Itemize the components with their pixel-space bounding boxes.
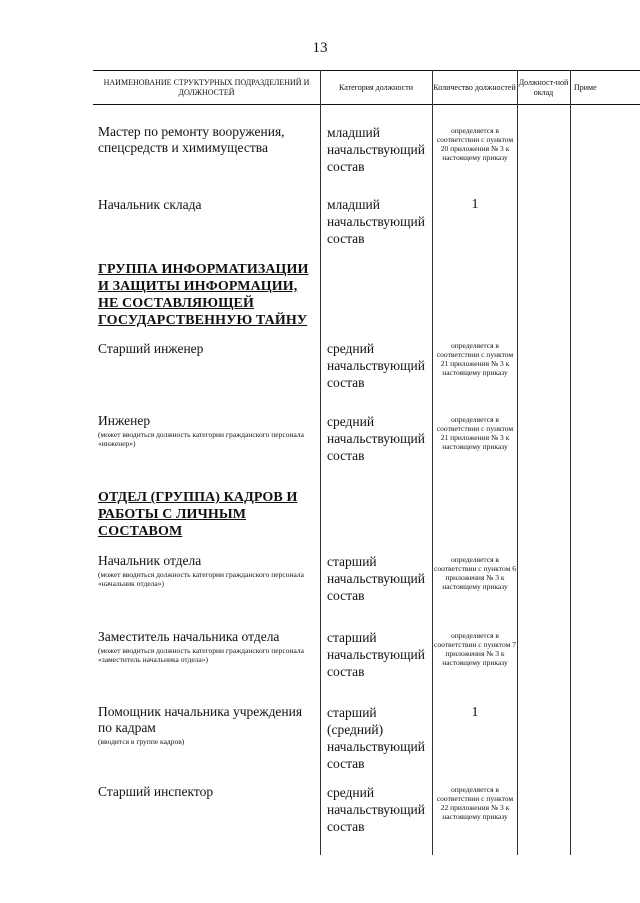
header-note-column: Приме bbox=[574, 83, 597, 92]
header-name-column: НАИМЕНОВАНИЕ СТРУКТУРНЫХ ПОДРАЗДЕЛЕНИЙ И ДОЛЖНОСТЕЙ bbox=[103, 78, 310, 97]
position-note: (может вводиться должность категории гражданского персонала «заместитель начальника отдела») bbox=[98, 646, 304, 664]
position-quantity: определяется в соответствии с пунктом 21 приложения № 3 к настоящему приказу bbox=[436, 415, 514, 451]
position-name: Заместитель начальника отдела (может вводиться должность категории гражданского персонала «заместитель начальника отдела») bbox=[98, 629, 316, 664]
section-title: ГРУППА ИНФОРМАТИЗАЦИИ И ЗАЩИТЫ ИНФОРМАЦИИ, НЕ СОСТАВЛЯЮЩЕЙ ГОСУДАРСТВЕННУЮ ТАЙНУ bbox=[98, 262, 309, 328]
position-quantity: 1 bbox=[471, 705, 479, 720]
position-quantity: определяется в соответствии с пунктом 21 приложения № 3 к настоящему приказу bbox=[436, 341, 514, 377]
position-name: Мастер по ремонту вооружения, спецсредств и химимущества bbox=[98, 124, 285, 155]
position-category: средний начальствующий состав bbox=[327, 414, 425, 463]
column-divider bbox=[517, 70, 518, 855]
column-divider bbox=[320, 70, 321, 855]
position-quantity: определяется в соответствии с пунктом 6 приложения № 3 к настоящему приказу bbox=[434, 555, 516, 591]
table-header-rule bbox=[93, 104, 640, 105]
header-category-column: Категория должности bbox=[339, 83, 413, 92]
position-category: старший начальствующий состав bbox=[327, 554, 425, 603]
position-quantity: 1 bbox=[471, 197, 479, 212]
position-name: Инженер (может вводиться должность категории гражданского персонала «инженер») bbox=[98, 413, 316, 448]
position-category: старший (средний) начальствующий состав bbox=[327, 705, 425, 771]
position-note: (может вводиться должность категории гражданского персонала «начальник отдела») bbox=[98, 570, 304, 588]
position-category: младший начальствующий состав bbox=[327, 125, 425, 174]
position-name: Старший инженер bbox=[98, 341, 204, 356]
position-name: Помощник начальника учреждения по кадрам (вводится в группе кадров) bbox=[98, 704, 316, 746]
page-number: 13 bbox=[312, 40, 328, 56]
header-salary-column: Должност-ной оклад bbox=[518, 78, 569, 97]
table-top-rule bbox=[93, 70, 640, 71]
position-note: (вводится в группе кадров) bbox=[98, 737, 185, 746]
position-category: средний начальствующий состав bbox=[327, 341, 425, 390]
position-name: Начальник склада bbox=[98, 197, 202, 212]
position-quantity: определяется в соответствии с пунктом 22 приложения № 3 к настоящему приказу bbox=[436, 785, 514, 821]
position-category: средний начальствующий состав bbox=[327, 785, 425, 834]
position-category: старший начальствующий состав bbox=[327, 630, 425, 679]
header-quantity-column: Количество должностей bbox=[433, 83, 516, 92]
position-category: младший начальствующий состав bbox=[327, 197, 425, 246]
position-name: Начальник отдела (может вводиться должность категории гражданского персонала «начальник отдела») bbox=[98, 553, 316, 588]
column-divider bbox=[432, 70, 433, 855]
position-name: Старший инспектор bbox=[98, 784, 214, 799]
position-quantity: определяется в соответствии с пунктом 7 приложения № 3 к настоящему приказу bbox=[434, 631, 516, 667]
position-quantity: определяется в соответствии с пунктом 20 приложения № 3 к настоящему приказу bbox=[436, 126, 514, 162]
column-divider bbox=[570, 70, 571, 855]
position-note: (может вводиться должность категории гражданского персонала «инженер») bbox=[98, 430, 304, 448]
section-title: ОТДЕЛ (ГРУППА) КАДРОВ И РАБОТЫ С ЛИЧНЫМ СОСТАВОМ bbox=[98, 490, 298, 539]
